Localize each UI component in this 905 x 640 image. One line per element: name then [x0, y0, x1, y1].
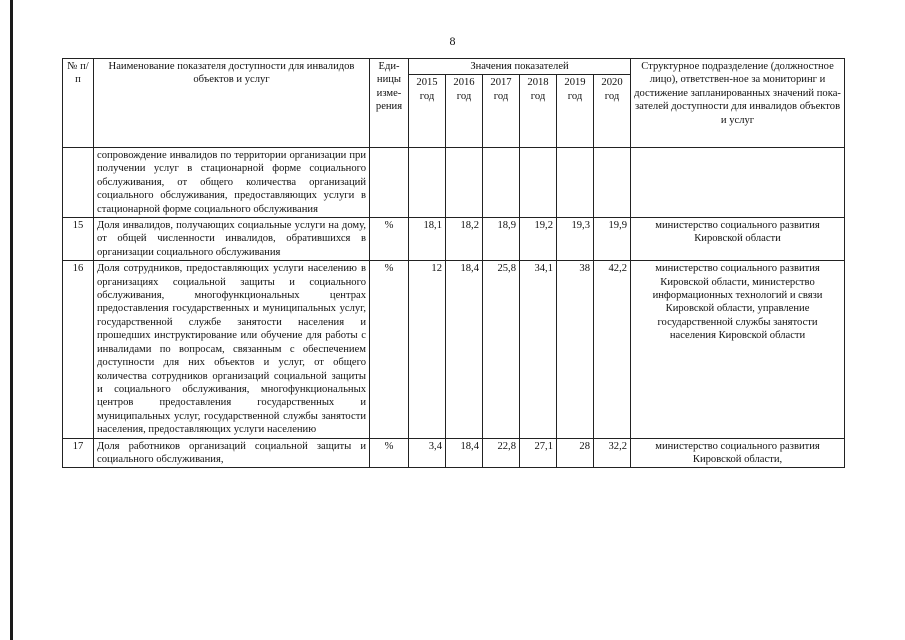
- table-row: [63, 261, 845, 438]
- header-values-group: Значения показателей: [409, 59, 631, 75]
- header-year: 2017 год: [483, 75, 520, 148]
- row-value: 19,9: [594, 218, 631, 261]
- row-value: 3,4: [409, 438, 446, 468]
- row-name: Доля инвалидов, получающих социальные услуги на дому, от общей численности инвалидов, обратившихся в организации социального обслуживания: [94, 218, 370, 261]
- header-year: 2015 год: [409, 75, 446, 148]
- row-value: 19,2: [520, 218, 557, 261]
- row-value: 28: [557, 438, 594, 468]
- row-value: 34,1: [520, 261, 557, 438]
- row-value: 12: [409, 261, 446, 438]
- row-value: [557, 148, 594, 218]
- row-dept: министерство социального развития Кировской области, министерство информационных технологий и связи Кировской области, управление государственной службы занятости населения Кировской области: [631, 261, 845, 438]
- row-unit: %: [370, 438, 409, 468]
- row-value: 27,1: [520, 438, 557, 468]
- row-dept: [631, 148, 845, 218]
- row-value: 42,2: [594, 261, 631, 438]
- header-unit: Еди-ницы изме-рения: [370, 59, 409, 148]
- row-num: 17: [63, 438, 94, 468]
- header-name: Наименование показателя доступности для инвалидов объектов и услуг: [94, 59, 370, 148]
- header-row: [63, 59, 845, 75]
- row-value: 18,9: [483, 218, 520, 261]
- row-value: [409, 148, 446, 218]
- header-dept: Структурное подразделение (должностное лицо), ответствен-ное за мониторинг и достижение запланированных значений пока-зателей доступности для инвалидов объектов и услуг: [631, 59, 845, 148]
- page-number: 8: [449, 34, 456, 48]
- row-value: [594, 148, 631, 218]
- indicators-table: [62, 58, 845, 468]
- row-num: [63, 148, 94, 218]
- row-value: [483, 148, 520, 218]
- row-value: [446, 148, 483, 218]
- row-value: 18,4: [446, 438, 483, 468]
- row-num: 15: [63, 218, 94, 261]
- row-value: [520, 148, 557, 218]
- row-unit: %: [370, 261, 409, 438]
- page-edge-bar: [10, 0, 13, 640]
- row-name: Доля работников организаций социальной защиты и социального обслуживания,: [94, 438, 370, 468]
- row-value: 38: [557, 261, 594, 438]
- row-dept: министерство социального развития Кировской области,: [631, 438, 845, 468]
- table-row: [63, 218, 845, 261]
- row-value: 18,1: [409, 218, 446, 261]
- header-year: 2016 год: [446, 75, 483, 148]
- row-name: сопровождение инвалидов по территории организации при получении услуг в стационарной форме социального обслуживания, от общего количества организаций социального обслуживания, предоставляющих услуги в стационарной форме социального обслуживания: [94, 148, 370, 218]
- header-year: 2019 год: [557, 75, 594, 148]
- row-value: 32,2: [594, 438, 631, 468]
- row-dept: министерство социального развития Кировской области: [631, 218, 845, 261]
- row-value: 22,8: [483, 438, 520, 468]
- row-value: 25,8: [483, 261, 520, 438]
- header-year: 2018 год: [520, 75, 557, 148]
- row-num: 16: [63, 261, 94, 438]
- row-unit: %: [370, 218, 409, 261]
- row-value: 18,4: [446, 261, 483, 438]
- header-num: № п/п: [63, 59, 94, 148]
- row-value: 19,3: [557, 218, 594, 261]
- row-unit: [370, 148, 409, 218]
- header-year: 2020 год: [594, 75, 631, 148]
- table-row: [63, 148, 845, 218]
- row-name: Доля сотрудников, предоставляющих услуги населению в организациях социальной защиты и социального обслуживания, многофункциональных центрах предоставления государственных и муниципальных услуг, государственной службе занятости населения и прошедших инструктирование или обучение для работы с инвалидами по вопросам, связанным с обеспечением доступности для них объектов и услуг, от общего количества сотрудников организаций социальной защиты и социального обслуживания, многофункциональных центров предоставления государственных и муниципальных услуг, государственной службы занятости населения, предоставляющих услуги населению: [94, 261, 370, 438]
- table-row: [63, 438, 845, 468]
- row-value: 18,2: [446, 218, 483, 261]
